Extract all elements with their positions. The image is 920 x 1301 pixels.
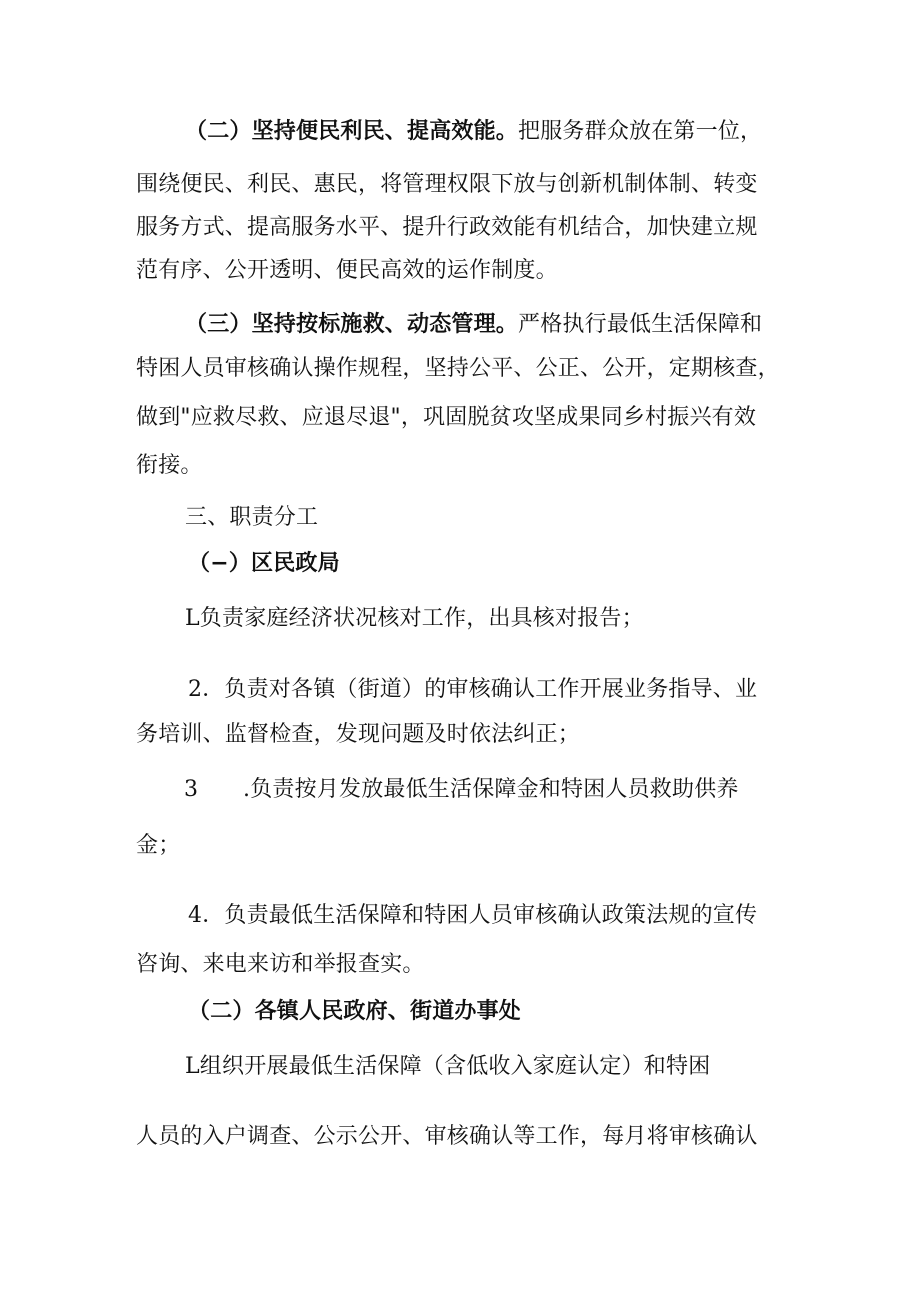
paragraph-text: 严格执行最低生活保障和 [518,312,763,337]
subsection-heading: （二）各镇人民政府、街道办事处 [188,999,522,1024]
section-heading: （三）坚持按标施救、动态管理。 [185,312,519,337]
list-item: 4．负责最低生活保障和特困人员审核确认政策法规的宣传 [188,903,758,928]
paragraph-line: 衔接。 [136,453,203,478]
subsection-heading: （−）区民政局 [188,551,340,576]
paragraph-line: 特困人员审核确认操作规程，坚持公平、公正、公开，定期核查， [136,356,780,381]
list-item-continuation: 务培训、监督检查，发现问题及时依法纠正； [136,722,581,747]
list-item: 2．负责对各镇（街道）的审核确认工作开展业务指导、业 [188,677,758,702]
list-item: .负责按月发放最低生活保障金和特困人员救助供养 [243,777,739,802]
list-item-continuation: 金； [136,833,181,858]
list-item: L负责家庭经济状况核对工作，出具核对报告； [185,606,644,631]
paragraph-line: 范有序、公开透明、便民高效的运作制度。 [136,258,558,283]
list-item: L组织开展最低生活保障（含低收入家庭认定）和特困 [185,1054,711,1079]
paragraph-line: 服务方式、提高服务水平、提升行政效能有机结合，加快建立规 [136,215,758,240]
paragraph-line: 做到"应救尽救、应退尽退"，巩固脱贫攻坚成果同乡村振兴有效 [136,405,757,430]
list-item-number: 3 [184,777,199,802]
section-heading: （二）坚持便民利民、提高效能。 [185,119,519,144]
part-heading: 三、职责分工 [185,505,319,530]
paragraph-line [185,310,762,340]
list-item-continuation: 人员的入户调查、公示公开、审核确认等工作，每月将审核确认 [136,1124,758,1149]
paragraph-line [185,117,762,147]
list-item-continuation: 咨询、来电来访和举报查实。 [136,952,425,977]
paragraph-line: 围绕便民、利民、惠民，将管理权限下放与创新机制体制、转变 [136,172,758,197]
paragraph-text: 把服务群众放在第一位， [518,119,763,144]
